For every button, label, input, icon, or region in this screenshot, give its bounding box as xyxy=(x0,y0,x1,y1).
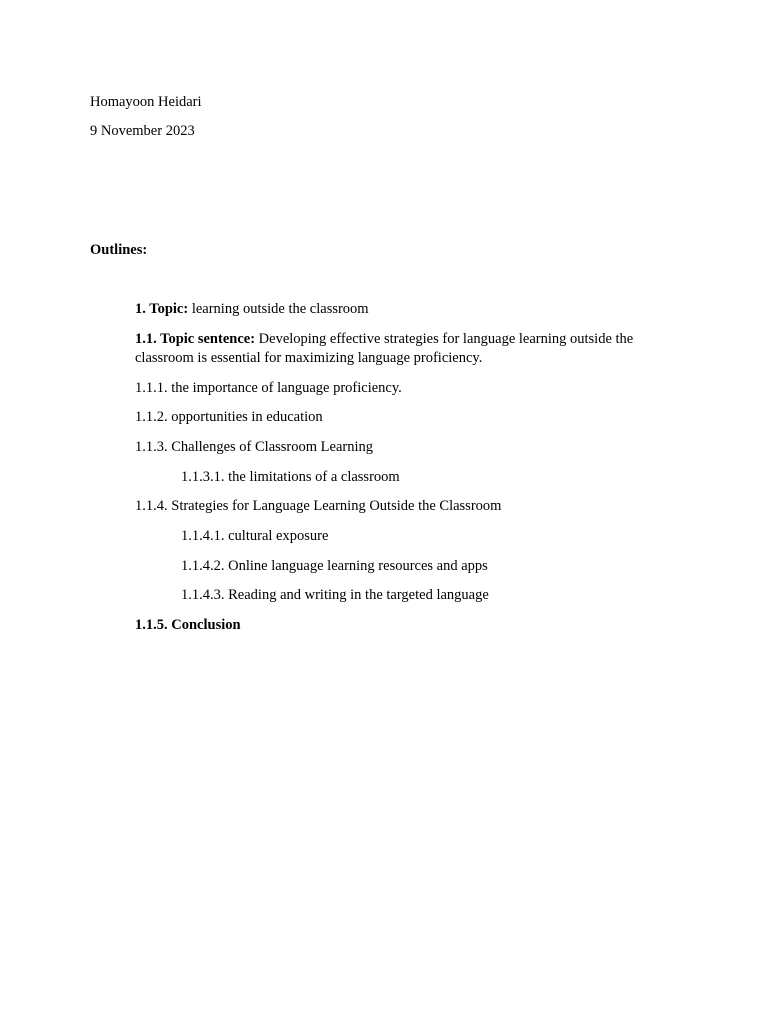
outlines-heading: Outlines: xyxy=(90,242,148,258)
outline-item: 1.1.3. Challenges of Classroom Learning xyxy=(135,439,373,455)
topic-sentence-label: 1.1. Topic sentence: xyxy=(135,331,256,347)
outline-item: 1.1.2. opportunities in education xyxy=(135,409,323,425)
topic-sentence-text: Developing effective strategies for language learning outside the classroom is essential for maximizing language proficiency. xyxy=(135,331,634,366)
document-date: 9 November 2023 xyxy=(90,123,195,139)
topic-number-label: 1. Topic: xyxy=(135,301,189,317)
author-name: Homayoon Heidari xyxy=(90,94,202,110)
outline-item: 1.1.1. the importance of language proficiency. xyxy=(135,380,402,396)
outline-topic-sentence xyxy=(135,330,675,368)
outline-subitem: 1.1.4.2. Online language learning resources and apps xyxy=(181,558,488,574)
outline-subitem: 1.1.4.1. cultural exposure xyxy=(181,528,329,544)
outline-conclusion: 1.1.5. Conclusion xyxy=(135,617,241,633)
topic-text: learning outside the classroom xyxy=(191,301,369,317)
outline-item: 1.1.4. Strategies for Language Learning Outside the Classroom xyxy=(135,498,502,514)
outline-subitem: 1.1.3.1. the limitations of a classroom xyxy=(181,469,400,485)
outline-subitem: 1.1.4.3. Reading and writing in the targeted language xyxy=(181,587,489,603)
outline-topic xyxy=(135,300,369,319)
